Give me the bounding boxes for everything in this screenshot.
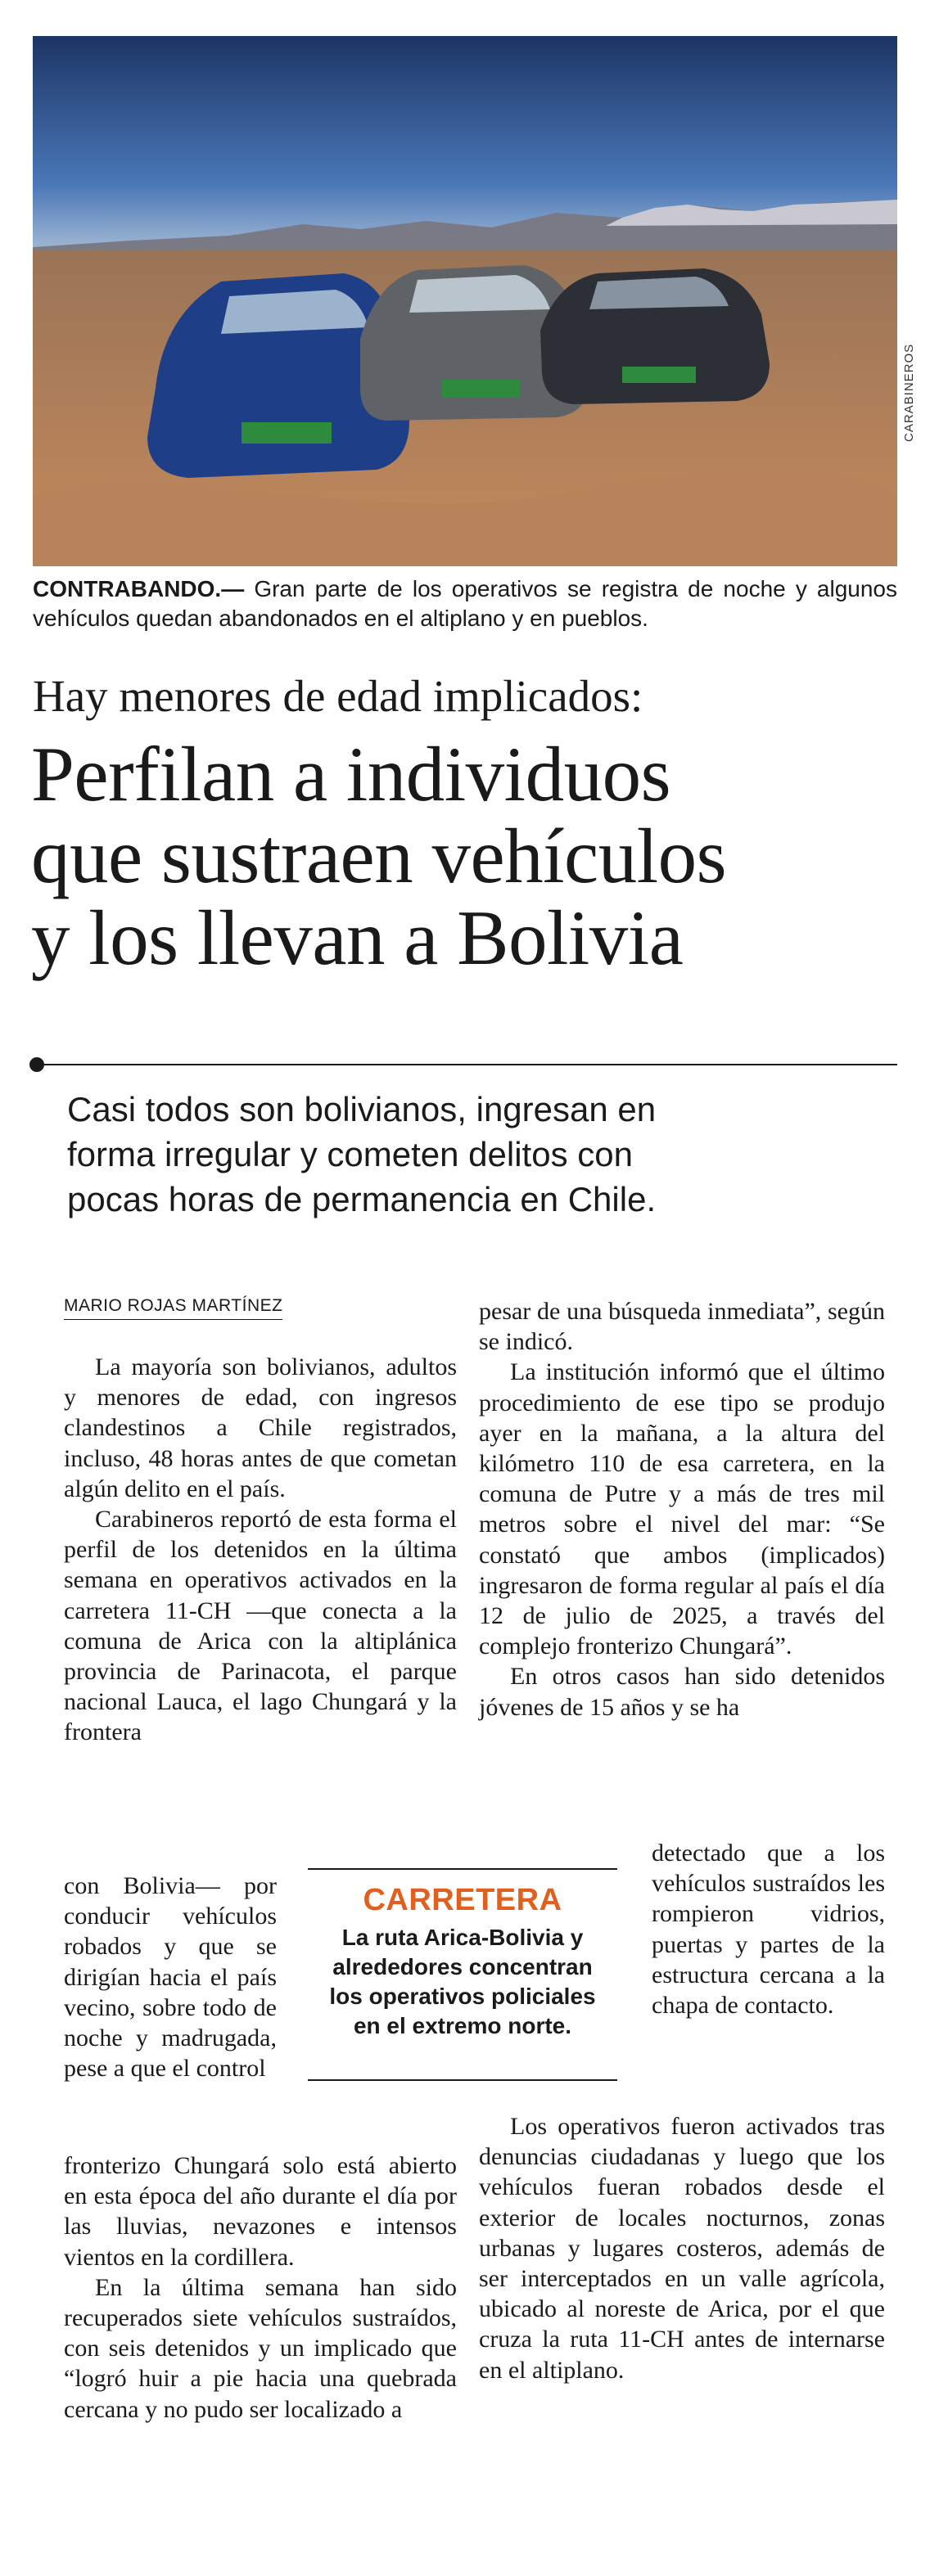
body-column-right [479, 1296, 885, 1723]
body-paragraph: Carabineros reportó de esta forma el perfil de los detenidos en la última semana en operativos activados en la carretera 11-CH —que conecta a la comuna de Arica con la altiplánica provincia de Parinacota, el parque nacional Lauca, el lago Chungará y la frontera [64, 1506, 457, 1746]
deck-line: forma irregular y cometen delitos con [67, 1135, 633, 1173]
pull-quote-line: los operativos policiales [329, 1984, 596, 2009]
photo-credit: CARABINEROS [902, 343, 916, 442]
body-column-right-bottom [479, 2111, 885, 2385]
body-paragraph: Los operativos fueron activados tras denuncias ciudadanas y luego que los vehículos fueran robados desde el exterior de locales nocturnos, zonas urbanas y lugares costeros, además de ser interceptados en un valle agrícola, ubicado al noreste de Arica, por el que cruza la ruta 11-CH antes de internarse en el altiplano. [479, 2113, 885, 2384]
body-paragraph: pesar de una búsqueda inmediata”, según se indicó. [479, 1298, 885, 1356]
body-paragraph: En otros casos han sido detenidos jóvenes de 15 años y se ha [479, 1663, 885, 1721]
kicker: Hay menores de edad implicados: [33, 671, 643, 721]
divider-dot [29, 1057, 44, 1072]
pull-quote-line: La ruta Arica-Bolivia y [341, 1925, 584, 1950]
caption-text: Gran parte de los operativos se registra de noche y algunos vehículos quedan abandonados en el altiplano y en pueblos. [33, 576, 897, 631]
body-paragraph: En la última semana han sido recuperados siete vehículos sustraídos, con seis detenidos y un implicado que “logró huir a pie hacia una quebrada cercana y no pudo ser localizado a [64, 2273, 457, 2423]
body-column-left [64, 1352, 457, 1748]
photo-caption [33, 574, 897, 633]
pull-quote-label: CARRETERA [363, 1883, 562, 1917]
body-paragraph: detectado que a los vehículos sustraídos les rompieron vidrios, puertas y partes de la estructura cercana a la chapa de contacto. [652, 1840, 885, 2020]
body-paragraph: La institución informó que el último procedimiento de ese tipo se produjo ayer en la mañana, a la altura del kilómetro 110 de esa carretera, en la comuna de Putre y a más de tres mil metros sobre el nivel del mar: “Se constató que ambos (implicados) ingresaron de forma regular al país el día 12 de julio de 2025, a través del complejo fronterizo Chungará”. [479, 1358, 885, 1660]
headline-divider [33, 1064, 897, 1065]
body-paragraph: fronterizo Chungará solo está abierto en esta época del año durante el día por las lluvias, nevazones e intensos vientos en la cordillera. [64, 2152, 457, 2271]
body-column-right-wrap [652, 1838, 885, 2020]
headline [31, 733, 907, 979]
body-paragraph: con Bolivia— por conducir vehículos robados y que se dirigían hacia el país vecino, sobre todo de noche y madrugada, pese a que el control [64, 1872, 277, 2083]
pull-quote [308, 1868, 617, 2081]
body-column-left-bottom [64, 2150, 457, 2425]
deck-line: Casi todos son bolivianos, ingresan en [67, 1090, 657, 1128]
caption-lead: CONTRABANDO.— [33, 576, 245, 601]
pull-quote-text [308, 1923, 617, 2041]
byline: MARIO ROJAS MARTÍNEZ [64, 1296, 282, 1320]
car-right [540, 268, 770, 404]
pull-quote-line: en el extremo norte. [353, 2013, 572, 2038]
photo-illustration [33, 36, 897, 566]
pull-quote-line: alrededores concentran [332, 1954, 593, 1979]
deck [67, 1087, 886, 1222]
deck-line: pocas horas de permanencia en Chile. [67, 1180, 657, 1218]
body-column-left-wrap [64, 1871, 277, 2083]
headline-line: Perfilan a individuos [31, 731, 671, 817]
body-paragraph: La mayoría son bolivianos, adultos y menores de edad, con ingresos clandestinos a Chile registrados, incluso, 48 horas antes de que cometan algún delito en el país. [64, 1353, 457, 1502]
headline-line: y los llevan a Bolivia [31, 894, 684, 981]
news-photo [33, 36, 897, 566]
headline-line: que sustraen vehículos [31, 813, 727, 899]
